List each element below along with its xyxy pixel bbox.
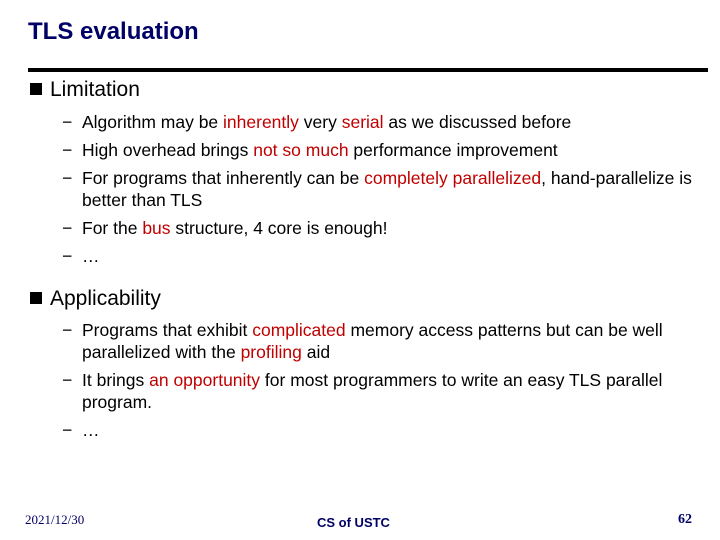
limitation-item-text bbox=[62, 139, 692, 161]
limitation-item-text bbox=[62, 217, 692, 239]
footer-center: CS of USTC bbox=[317, 515, 390, 530]
dash-bullet-icon: − bbox=[62, 140, 73, 160]
text-segment: It brings bbox=[82, 370, 150, 390]
footer-date: 2021/12/30 bbox=[25, 512, 85, 527]
square-bullet-icon bbox=[30, 292, 42, 304]
limitation-item bbox=[62, 217, 692, 239]
limitation-heading: Limitation bbox=[50, 78, 140, 101]
text-segment: structure, 4 core is enough! bbox=[170, 218, 388, 238]
text-segment: as we discussed before bbox=[383, 112, 572, 132]
dash-bullet-icon: − bbox=[62, 168, 73, 188]
emphasis-text: profiling bbox=[240, 342, 302, 362]
dash-bullet-icon: − bbox=[62, 320, 73, 340]
limitation-item bbox=[62, 167, 692, 211]
applicability-item bbox=[62, 319, 692, 363]
limitation-item-text bbox=[62, 111, 692, 133]
emphasis-text: inherently bbox=[223, 112, 299, 132]
dash-bullet-icon: − bbox=[62, 420, 73, 440]
text-segment: performance improvement bbox=[348, 140, 558, 160]
applicability-item bbox=[62, 419, 692, 441]
text-segment: aid bbox=[301, 342, 331, 362]
bullet-applicability bbox=[30, 287, 161, 311]
text-segment: memory access patterns but can be well parallelized with the bbox=[82, 320, 663, 362]
text-segment: Algorithm may be bbox=[82, 112, 224, 132]
limitation-item bbox=[62, 245, 692, 267]
text-segment: very bbox=[298, 112, 342, 132]
limitation-item bbox=[62, 139, 692, 161]
limitation-item-text bbox=[62, 167, 692, 211]
emphasis-text: not so much bbox=[253, 140, 349, 160]
text-segment: For programs that inherently can be bbox=[82, 168, 365, 188]
text-segment: … bbox=[82, 420, 100, 440]
text-segment: , hand-parallelize is better than TLS bbox=[82, 168, 692, 210]
square-bullet-icon bbox=[30, 83, 42, 95]
dash-bullet-icon: − bbox=[62, 246, 73, 266]
emphasis-text: complicated bbox=[252, 320, 346, 340]
bullet-limitation bbox=[30, 78, 140, 102]
dash-bullet-icon: − bbox=[62, 370, 73, 390]
text-segment: for most programmers to write an easy TLS parallel program. bbox=[82, 370, 663, 412]
applicability-item-text bbox=[62, 419, 692, 441]
text-segment: For the bbox=[82, 218, 143, 238]
emphasis-text: bus bbox=[142, 218, 171, 238]
text-segment: High overhead brings bbox=[82, 140, 254, 160]
text-segment: … bbox=[82, 246, 100, 266]
slide-title: TLS evaluation bbox=[28, 18, 199, 45]
limitation-item bbox=[62, 111, 692, 133]
page-number: 62 bbox=[678, 512, 692, 527]
text-segment: Programs that exhibit bbox=[82, 320, 253, 340]
dash-bullet-icon: − bbox=[62, 218, 73, 238]
dash-bullet-icon: − bbox=[62, 112, 73, 132]
emphasis-text: an opportunity bbox=[149, 370, 261, 390]
emphasis-text: serial bbox=[341, 112, 384, 132]
title-underline bbox=[28, 68, 708, 72]
limitation-item-text bbox=[62, 245, 692, 267]
applicability-item-text bbox=[62, 319, 692, 363]
applicability-item-text bbox=[62, 369, 692, 413]
applicability-item bbox=[62, 369, 692, 413]
emphasis-text: completely parallelized bbox=[364, 168, 542, 188]
applicability-heading: Applicability bbox=[50, 287, 161, 310]
